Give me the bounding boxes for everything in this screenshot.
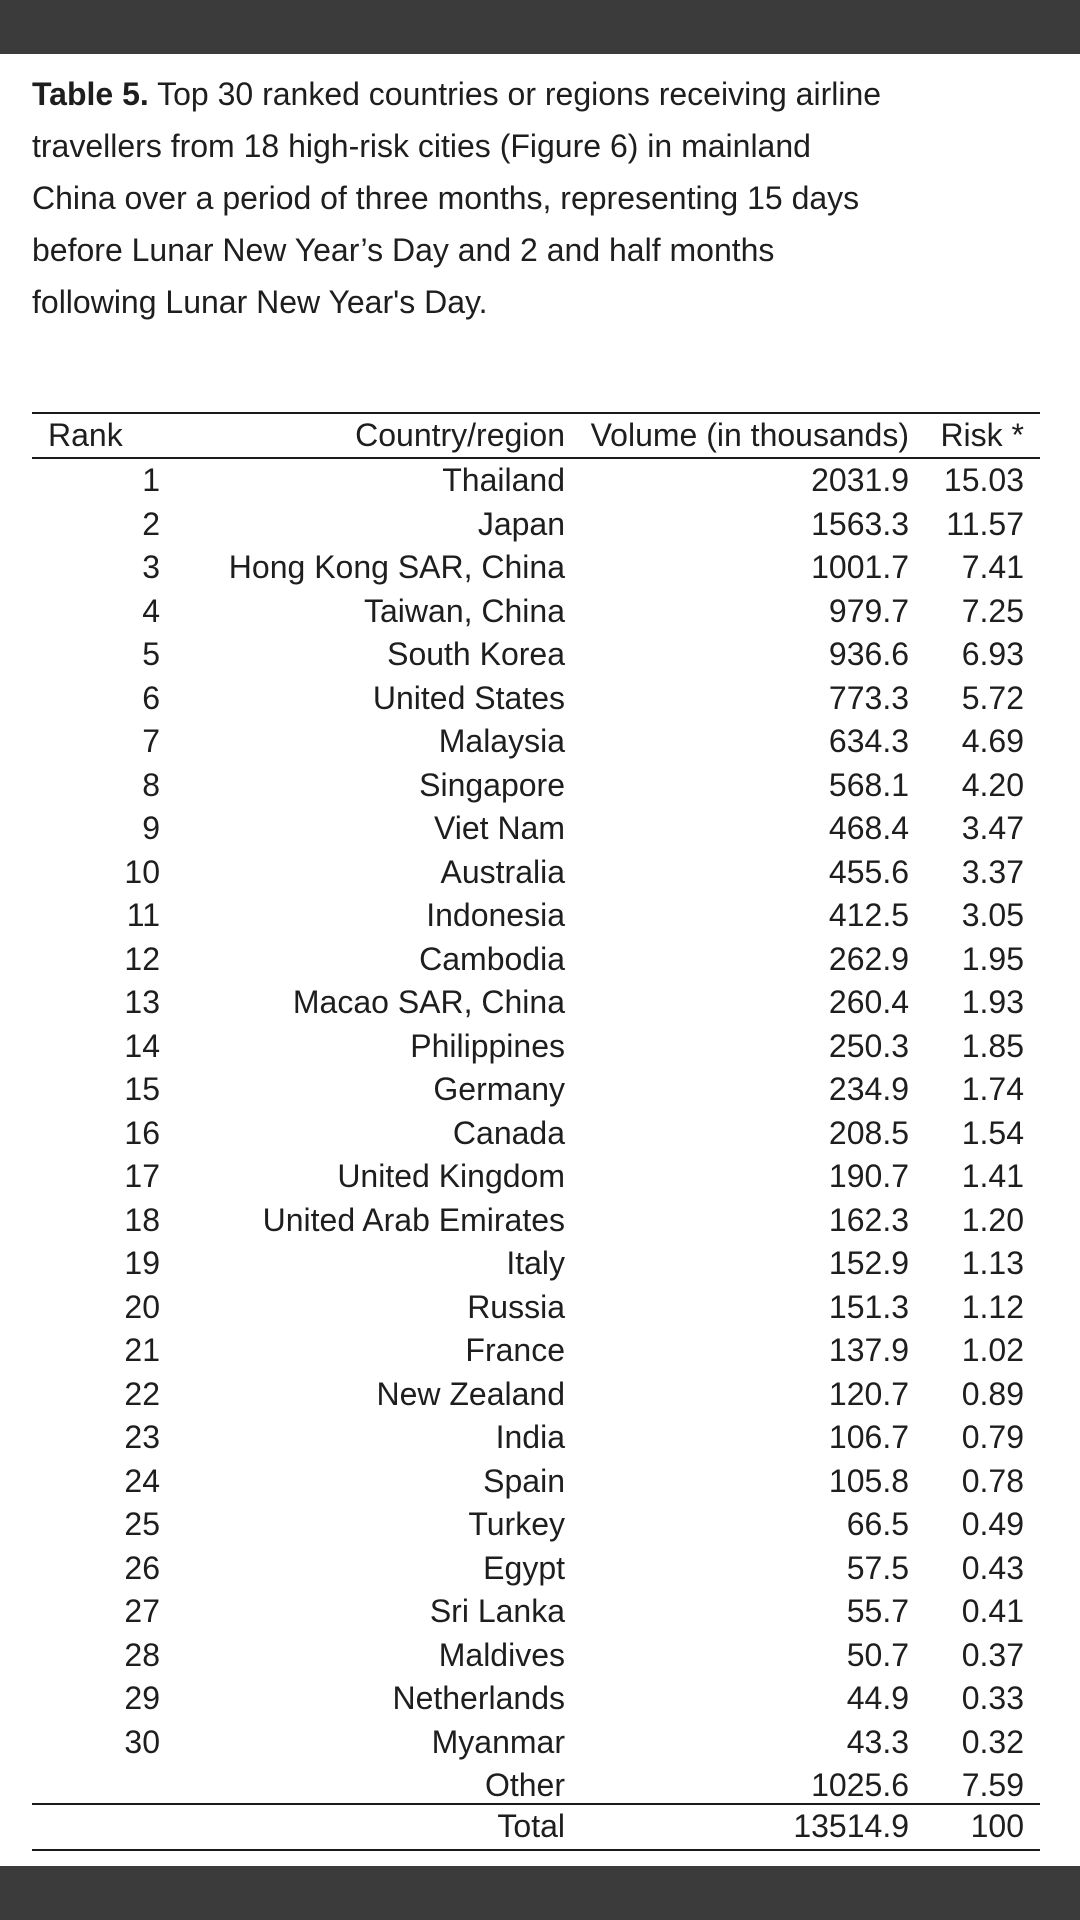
- table-row: [32, 1286, 1040, 1330]
- total-label: Total: [497, 1808, 565, 1844]
- table-row: [32, 1460, 1040, 1504]
- cell-volume: 234.9: [828, 1071, 909, 1107]
- cell-country: Thailand: [442, 462, 565, 498]
- cell-volume: 936.6: [828, 636, 909, 672]
- cell-rank: 1: [142, 462, 160, 498]
- header-country: Country/region: [355, 417, 565, 453]
- table-bottom-rule: [32, 1849, 1040, 1851]
- cell-risk: 0.49: [961, 1506, 1024, 1542]
- cell-rank: 25: [124, 1506, 160, 1542]
- cell-rank: 12: [124, 940, 160, 977]
- cell-risk: 0.43: [961, 1549, 1024, 1586]
- cell-risk: 1.02: [961, 1332, 1024, 1368]
- table-row: [32, 851, 1040, 895]
- table-row: [32, 1068, 1040, 1112]
- cell-risk: 1.74: [961, 1071, 1024, 1107]
- cell-volume: 162.3: [828, 1201, 909, 1238]
- cell-rank: 17: [124, 1158, 160, 1194]
- cell-volume: 260.4: [828, 984, 909, 1020]
- cell-risk: 0.41: [961, 1593, 1024, 1629]
- cell-rank: 2: [142, 505, 160, 542]
- header-risk: Risk *: [940, 417, 1024, 453]
- cell-volume: 1563.3: [811, 505, 909, 542]
- cell-rank: 6: [142, 679, 160, 716]
- cell-volume: 55.7: [846, 1593, 909, 1629]
- cell-country: Egypt: [483, 1549, 565, 1586]
- cell-country: South Korea: [387, 636, 565, 672]
- cell-volume: 152.9: [828, 1245, 909, 1281]
- table-row: [32, 981, 1040, 1025]
- table-row: [32, 894, 1040, 938]
- cell-rank: 24: [124, 1462, 160, 1499]
- cell-rank: 22: [124, 1375, 160, 1412]
- header-rank: Rank: [48, 417, 123, 453]
- table-caption: [32, 68, 892, 328]
- table-row: [32, 677, 1040, 721]
- cell-risk: 11.57: [946, 505, 1024, 542]
- cell-risk: 1.93: [961, 984, 1024, 1020]
- cell-volume: 151.3: [828, 1288, 909, 1325]
- cell-risk: 4.69: [961, 723, 1024, 759]
- caption-label: Table 5.: [32, 76, 149, 112]
- cell-rank: 29: [124, 1680, 160, 1716]
- cell-country: France: [465, 1332, 565, 1368]
- table-row: [32, 1416, 1040, 1460]
- top-bar: [0, 0, 1080, 54]
- cell-volume: 773.3: [828, 679, 909, 716]
- cell-risk: 0.33: [961, 1680, 1024, 1716]
- cell-risk: 7.41: [961, 549, 1024, 585]
- document-page: [0, 54, 1080, 1866]
- cell-country: United States: [372, 679, 565, 716]
- cell-volume: 634.3: [828, 723, 909, 759]
- table-row: [32, 633, 1040, 677]
- cell-country: Macao SAR, China: [292, 984, 565, 1020]
- cell-risk: 1.12: [961, 1288, 1024, 1325]
- cell-country: Canada: [452, 1114, 565, 1151]
- cell-volume: 455.6: [828, 853, 909, 890]
- cell-rank: 20: [124, 1288, 160, 1325]
- table-row: [32, 590, 1040, 634]
- cell-risk: 0.89: [961, 1375, 1024, 1412]
- cell-risk: 0.37: [961, 1636, 1024, 1673]
- table-row: [32, 459, 1040, 503]
- table-row: [32, 503, 1040, 547]
- cell-volume: 105.8: [828, 1462, 909, 1499]
- cell-volume: 190.7: [828, 1158, 909, 1194]
- cell-rank: 10: [124, 853, 160, 890]
- table-row: [32, 1199, 1040, 1243]
- cell-volume: 468.4: [828, 810, 909, 846]
- cell-country: Viet Nam: [433, 810, 565, 846]
- cell-rank: 15: [124, 1071, 160, 1107]
- cell-volume: 44.9: [846, 1680, 909, 1716]
- cell-country: Hong Kong SAR, China: [228, 549, 565, 585]
- cell-rank: 7: [142, 723, 160, 759]
- cell-country: Singapore: [419, 766, 565, 803]
- cell-rank: 9: [142, 810, 160, 846]
- cell-country: Philippines: [410, 1027, 565, 1064]
- total-volume: 13514.9: [793, 1808, 909, 1844]
- cell-risk: 0.79: [961, 1419, 1024, 1455]
- cell-country: United Arab Emirates: [262, 1201, 565, 1238]
- cell-volume: 250.3: [828, 1027, 909, 1064]
- cell-risk: 1.41: [961, 1158, 1024, 1194]
- cell-volume: 120.7: [828, 1375, 909, 1412]
- cell-rank: 28: [124, 1636, 160, 1673]
- table-row: [32, 546, 1040, 590]
- cell-country: Australia: [440, 853, 565, 890]
- cell-country: Spain: [483, 1462, 565, 1499]
- cell-country: India: [495, 1419, 565, 1455]
- cell-country: Netherlands: [392, 1680, 565, 1716]
- cell-risk: 3.37: [961, 853, 1024, 890]
- cell-country: Sri Lanka: [429, 1593, 565, 1629]
- cell-volume: 43.3: [846, 1723, 909, 1760]
- cell-country: Turkey: [468, 1506, 565, 1542]
- cell-volume: 66.5: [846, 1506, 909, 1542]
- cell-rank: 16: [124, 1114, 160, 1151]
- table-row: [32, 1634, 1040, 1678]
- cell-volume: 412.5: [828, 897, 909, 933]
- table-row: [32, 1677, 1040, 1721]
- cell-risk: 7.59: [961, 1767, 1024, 1803]
- table-row: [32, 1025, 1040, 1069]
- cell-rank: 11: [126, 897, 160, 933]
- cell-rank: 13: [124, 984, 160, 1020]
- cell-risk: 3.47: [961, 810, 1024, 846]
- cell-risk: 15.03: [943, 462, 1024, 498]
- cell-rank: 5: [142, 636, 160, 672]
- cell-rank: 30: [124, 1723, 160, 1760]
- cell-risk: 4.20: [961, 766, 1024, 803]
- cell-country: Japan: [477, 505, 565, 542]
- cell-volume: 979.7: [828, 592, 909, 629]
- table-row: [32, 1329, 1040, 1373]
- cell-country: Maldives: [438, 1636, 565, 1673]
- cell-volume: 208.5: [828, 1114, 909, 1151]
- bottom-bar: [0, 1866, 1080, 1920]
- cell-volume: 262.9: [828, 940, 909, 977]
- cell-country: Other: [484, 1767, 565, 1803]
- cell-risk: 0.78: [961, 1462, 1024, 1499]
- table-row: [32, 1503, 1040, 1547]
- cell-rank: 23: [124, 1419, 160, 1455]
- cell-rank: 14: [124, 1027, 160, 1064]
- table-total-row: [32, 1805, 1040, 1849]
- cell-country: New Zealand: [376, 1375, 565, 1412]
- table-row: [32, 938, 1040, 982]
- table-header-row: [32, 414, 1040, 458]
- cell-country: Germany: [433, 1071, 565, 1107]
- table-row: [32, 807, 1040, 851]
- cell-country: Indonesia: [426, 897, 565, 933]
- cell-volume: 1025.6: [811, 1767, 909, 1803]
- cell-risk: 5.72: [961, 679, 1024, 716]
- cell-volume: 137.9: [828, 1332, 909, 1368]
- cell-country: Cambodia: [419, 940, 565, 977]
- table-row: [32, 1242, 1040, 1286]
- cell-country: Russia: [467, 1288, 565, 1325]
- table-row: [32, 1112, 1040, 1156]
- cell-volume: 2031.9: [811, 462, 909, 498]
- cell-risk: 1.20: [961, 1201, 1024, 1238]
- total-risk: 100: [970, 1808, 1024, 1844]
- table-row: [32, 1547, 1040, 1591]
- cell-volume: 106.7: [828, 1419, 909, 1455]
- table-row: [32, 764, 1040, 808]
- cell-rank: 26: [124, 1549, 160, 1586]
- cell-rank: 21: [124, 1332, 160, 1368]
- cell-country: United Kingdom: [337, 1158, 565, 1194]
- cell-risk: 3.05: [961, 897, 1024, 933]
- cell-risk: 1.54: [961, 1114, 1024, 1151]
- table-row: [32, 1764, 1040, 1808]
- cell-rank: 8: [142, 766, 160, 803]
- table-row: [32, 720, 1040, 764]
- header-volume: Volume (in thousands): [590, 417, 909, 453]
- cell-volume: 568.1: [828, 766, 909, 803]
- cell-rank: 3: [142, 549, 160, 585]
- cell-country: Malaysia: [438, 723, 565, 759]
- table-row: [32, 1155, 1040, 1199]
- cell-volume: 50.7: [846, 1636, 909, 1673]
- cell-risk: 7.25: [961, 592, 1024, 629]
- cell-country: Italy: [506, 1245, 565, 1281]
- cell-country: Myanmar: [431, 1723, 565, 1760]
- table-row: [32, 1721, 1040, 1765]
- cell-risk: 0.32: [961, 1723, 1024, 1760]
- caption-text: Top 30 ranked countries or regions receiving airline travellers from 18 high-risk cities (Figure 6) in mainland China over a period of three months, representing 15 days before Lunar New Year’s Day and 2 and half months following Lunar New Year's Day.: [32, 76, 882, 320]
- cell-risk: 1.13: [961, 1245, 1024, 1281]
- cell-volume: 57.5: [846, 1549, 909, 1586]
- cell-volume: 1001.7: [811, 549, 909, 585]
- cell-risk: 1.85: [961, 1027, 1024, 1064]
- cell-risk: 1.95: [961, 940, 1024, 977]
- table-row: [32, 1590, 1040, 1634]
- cell-country: Taiwan, China: [364, 592, 565, 629]
- cell-rank: 18: [124, 1201, 160, 1238]
- cell-rank: 19: [124, 1245, 160, 1281]
- cell-rank: 27: [124, 1593, 160, 1629]
- table-row: [32, 1373, 1040, 1417]
- cell-risk: 6.93: [961, 636, 1024, 672]
- cell-rank: 4: [142, 592, 160, 629]
